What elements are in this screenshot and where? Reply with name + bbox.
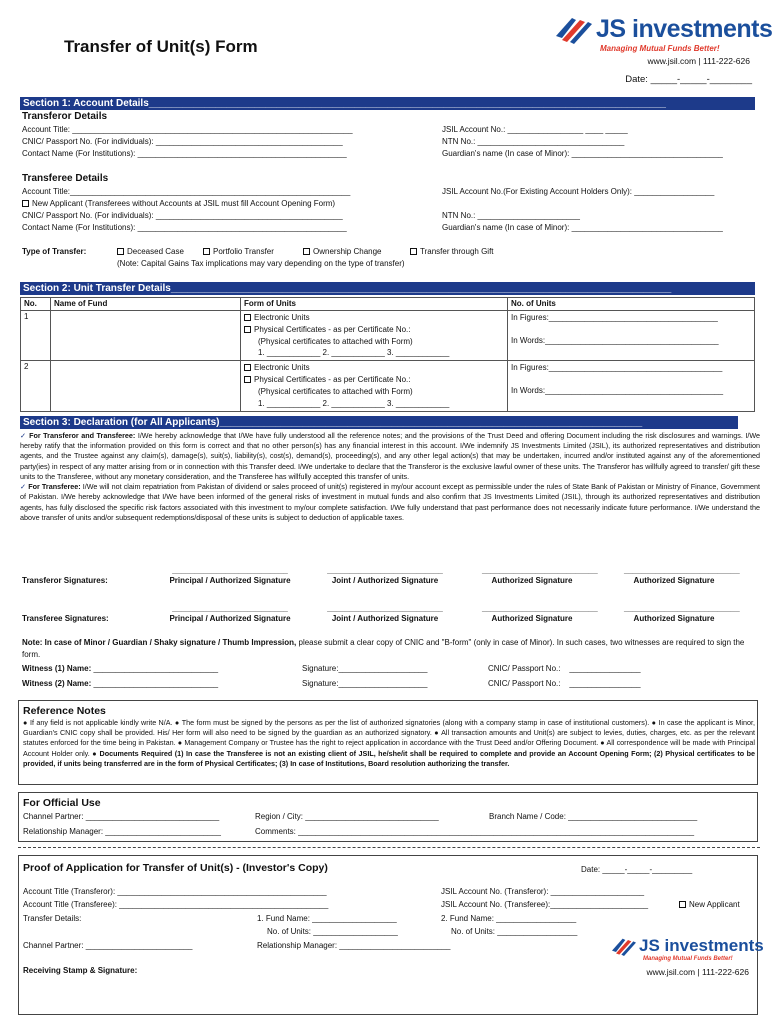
proof-of-application-box bbox=[18, 855, 764, 1015]
physical-option[interactable] bbox=[244, 374, 504, 386]
transferee-joint-signature[interactable] bbox=[318, 604, 452, 624]
sig-line: __________________________ bbox=[482, 604, 598, 613]
col-form: Form of Units bbox=[241, 298, 508, 311]
units-in-figures[interactable]: In Figures:______________________________________ bbox=[511, 313, 718, 322]
proof-jsil-transferor[interactable]: JSIL Account No. (Transferor): _____________________ bbox=[441, 887, 645, 896]
official-branch[interactable]: Branch Name / Code: _____________________________ bbox=[489, 812, 698, 821]
proof-account-transferee[interactable]: Account Title (Transferee): _______________________________________________ bbox=[23, 900, 329, 909]
checkmark-icon: ✓ bbox=[20, 482, 27, 492]
header-contact: www.jsil.com | 111-222-626 bbox=[647, 56, 750, 66]
new-applicant-checkbox[interactable] bbox=[22, 200, 29, 207]
type-ownership-option[interactable] bbox=[303, 247, 381, 257]
checkbox[interactable] bbox=[203, 248, 210, 255]
type-label: Transfer through Gift bbox=[420, 247, 494, 256]
fund-name-cell[interactable] bbox=[51, 361, 241, 411]
notes-documents: ● Documents Required (1) In case the Transferee is not an existing client of JSIL, he/she/it shall be required to complete and provide an Account Opening Form; (2) Physical certificates to be provided, if units being transferred are in the form of Physical Certificates; (3) In case of Institutions, Board resolution authorizing the transfer. bbox=[23, 748, 755, 768]
attach-note: (Physical certificates to attached with Form) bbox=[258, 386, 413, 396]
sig-line: __________________________ bbox=[327, 604, 443, 613]
sig-label: Principal / Authorized Signature bbox=[169, 576, 291, 585]
sig-label: Authorized Signature bbox=[633, 576, 715, 585]
attach-note: (Physical certificates to attached with Form) bbox=[258, 336, 413, 346]
cnic-line: ________________ bbox=[569, 679, 641, 688]
sig-line: __________________________ bbox=[327, 566, 443, 575]
checkmark-icon: ✓ bbox=[20, 431, 27, 440]
transferee-auth-signature-1[interactable] bbox=[482, 604, 598, 624]
js-logo-mark-icon bbox=[552, 14, 596, 44]
checkbox[interactable] bbox=[244, 326, 251, 333]
transferor-signatures-label: Transferor Signatures: bbox=[22, 576, 108, 585]
transferee-auth-signature-2[interactable] bbox=[624, 604, 740, 624]
witness2-cnic[interactable] bbox=[488, 679, 641, 689]
col-units: No. of Units bbox=[508, 298, 755, 311]
cut-line bbox=[18, 847, 760, 848]
units-in-words[interactable]: In Words:_______________________________________ bbox=[511, 335, 719, 345]
proof-jsil-transferee[interactable]: JSIL Account No. (Transferee):______________________ bbox=[441, 900, 649, 909]
sig-line: ____________________ bbox=[338, 664, 428, 673]
sig-line: __________________________ bbox=[172, 566, 288, 575]
transferor-auth-signature-1[interactable] bbox=[482, 566, 598, 586]
sig-label: Joint / Authorized Signature bbox=[331, 614, 439, 623]
official-use-title: For Official Use bbox=[23, 797, 101, 809]
official-region[interactable]: Region / City: ______________________________ bbox=[255, 812, 439, 821]
declaration-transferee bbox=[20, 482, 760, 523]
sig-label: Signature: bbox=[302, 664, 339, 673]
proof-units2[interactable]: No. of Units: __________________ bbox=[451, 927, 578, 936]
transferee-principal-signature[interactable] bbox=[160, 604, 300, 624]
transferee-signatures-label: Transferee Signatures: bbox=[22, 614, 109, 623]
cnic-line: ________________ bbox=[569, 664, 641, 673]
cnic-label: CNIC/ Passport No.: bbox=[488, 679, 561, 688]
table-row bbox=[21, 361, 755, 411]
sig-line: __________________________ bbox=[482, 566, 598, 575]
checkbox[interactable] bbox=[303, 248, 310, 255]
transferee-heading: Transferee Details bbox=[22, 173, 109, 184]
proof-receiving-stamp: Receiving Stamp & Signature: bbox=[23, 966, 138, 975]
checkbox[interactable] bbox=[410, 248, 417, 255]
official-use-box bbox=[18, 792, 758, 842]
transferee-ntn[interactable]: NTN No.: _______________________ bbox=[442, 211, 580, 220]
official-relationship-manager[interactable]: Relationship Manager: __________________________ bbox=[23, 827, 221, 836]
sig-label: Authorized Signature bbox=[633, 614, 715, 623]
row-no: 2 bbox=[21, 361, 51, 411]
proof-relationship-manager[interactable]: Relationship Manager: _________________________ bbox=[257, 941, 451, 950]
sig-line: __________________________ bbox=[624, 566, 740, 575]
witness2-name[interactable] bbox=[22, 679, 218, 689]
proof-account-transferor[interactable]: Account Title (Transferor): _______________________________________________ bbox=[23, 887, 327, 896]
note-body: please submit a clear copy of CNIC and "B-form" (only in case of Minor). In such cases, two witnesses are required to sign the form. bbox=[22, 638, 745, 659]
sig-label: Joint / Authorized Signature bbox=[331, 576, 439, 585]
checkbox[interactable] bbox=[244, 376, 251, 383]
witness1-cnic[interactable] bbox=[488, 664, 641, 674]
para-body: I/We will not claim repatriation from Pakistan of dividend or sales proceed of unit(s) registered in my/our account except as permissible under the rules of State Bank of Pakistan or Ministry of Finance, Government of Pakistan. I/We hereby acknowledge that I/We have been informed of the general risks of investment in mutual funds and also confirm that JS Investments Limited (JSIL), through its authorized representatives and distribution agents, has fully disclosed the specific risk factors associated with this investment to my/our complete satisfaction. I/We fully understand that past performance does not necessarily indicate future performance. I/We understand the above transfer of units and/or subsequent redemptions/disposal of these units is subject to deduction of applicable taxes. bbox=[20, 482, 761, 522]
js-logo-mark-icon bbox=[609, 936, 639, 956]
checkbox[interactable] bbox=[244, 314, 251, 321]
para-lead: For Transferor and Transferee: bbox=[29, 431, 136, 440]
proof-logo-text: JS investments bbox=[639, 936, 764, 955]
new-applicant-option[interactable] bbox=[22, 199, 335, 209]
reference-notes-box bbox=[18, 700, 758, 785]
notes-body: ● If any field is not applicable kindly write N/A. ● The form must be signed by the persons as per the list of authorized signatories (along with a company stamp in case of institutional customers). ● In case the applicant is Minor, Guardian's CNIC copy shall be provided. His/ Her form will also need to be signed by the guardian as an authorized signatory. ● All transaction amounts and Unit(s) are subject to levies, duties, charges, etc. as per the relevant statutes enforced for the time being in Pakistan. ● Management Company or Trustee has the right to reject application in accordance with the Trust Deed and/or Offering Document. ● All correspondence will be made with Principal Account Holder only. bbox=[23, 718, 755, 758]
witness1-signature[interactable] bbox=[302, 664, 427, 674]
col-fund: Name of Fund bbox=[51, 298, 241, 311]
witness-label: Witness (1) Name: bbox=[22, 664, 92, 673]
proof-transfer-details-label: Transfer Details: bbox=[23, 914, 82, 923]
official-channel-partner[interactable]: Channel Partner: ______________________________ bbox=[23, 812, 220, 821]
form-of-units-cell bbox=[241, 361, 508, 411]
transferor-contact-name[interactable]: Contact Name (For Institutions): _______________________________________________ bbox=[22, 149, 347, 158]
proof-channel-partner[interactable]: Channel Partner: ________________________ bbox=[23, 941, 193, 950]
type-of-transfer-label: Type of Transfer: bbox=[22, 247, 87, 256]
witness2-signature[interactable] bbox=[302, 679, 427, 689]
units-in-figures[interactable]: In Figures:_______________________________________ bbox=[511, 363, 723, 373]
witness-name-line: ____________________________ bbox=[93, 664, 219, 673]
row-no: 1 bbox=[21, 311, 51, 361]
transferor-auth-signature-2[interactable] bbox=[624, 566, 740, 586]
transferee-account-title[interactable]: Account Title:_______________________________________________________________ bbox=[22, 187, 351, 196]
units-cell bbox=[508, 361, 755, 411]
physical-option[interactable] bbox=[244, 324, 504, 336]
form-title: Transfer of Unit(s) Form bbox=[64, 37, 258, 56]
para-lead: For Transferee: bbox=[28, 482, 81, 492]
transferor-heading: Transferor Details bbox=[22, 111, 108, 122]
note-lead: Note: In case of Minor / Guardian / Shaky signature / Thumb Impression, bbox=[22, 638, 297, 647]
proof-contact: www.jsil.com | 111-222-626 bbox=[646, 967, 749, 977]
para-body: I/We hereby acknowledge that I/We have fully understood all the reference notes; and the provisions of the Trust Deed and offering Document including the risk disclosures and warnings. I/We hereby ratify that the information provided on this form is correct and that no other person(s) has any financial interest in this account. I/We indemnify JS Investments Limited (JSIL), its authorized representatives and distribution agents, and the Trustee against any claim(s), damage(s), suit(s), liability(s), cost(s), demand(s), proceeding(s), and any other legal action(s) that may be undertaken, incurred and/or instituted against any of the aforementioned party(ies) in respect of any matter arising from or in connection with this Transfer deed. I/We undertake to declare that the Transferor is the exclusive lawful owner of these units. The Transferor has willfully agreed to transfer/ gift these units to the Transferee, without any monetary consideration, and the Transferee has willfully accepted this transfer of units. bbox=[20, 431, 760, 481]
proof-title: Proof of Application for Transfer of Unit(s) - (Investor's Copy) bbox=[23, 862, 328, 874]
proof-fund1[interactable]: 1. Fund Name: ___________________ bbox=[257, 914, 397, 923]
cnic-label: CNIC/ Passport No.: bbox=[488, 664, 561, 673]
section3-bar: Section 3: Declaration (for All Applicants)____________________________________________________________________________ bbox=[20, 416, 738, 429]
proof-fund2[interactable]: 2. Fund Name: __________________ bbox=[441, 914, 577, 923]
official-comments[interactable]: Comments: _________________________________________________________________________________________ bbox=[255, 827, 695, 836]
transferor-account-title[interactable]: Account Title: _______________________________________________________________ bbox=[22, 125, 353, 134]
proof-logo-tagline: Managing Mutual Funds Better! bbox=[643, 956, 733, 962]
witness-label: Witness (2) Name: bbox=[22, 679, 92, 688]
sig-line: __________________________ bbox=[172, 604, 288, 613]
transferee-jsil-account[interactable]: JSIL Account No.(For Existing Account Holders Only): __________________ bbox=[442, 187, 715, 196]
type-label: Ownership Change bbox=[313, 247, 382, 256]
new-applicant-label: New Applicant bbox=[689, 900, 740, 909]
logo-tagline: Managing Mutual Funds Better! bbox=[600, 44, 720, 53]
section1-bar: Section 1: Account Details_____________________________________________________________________________________________ bbox=[20, 97, 755, 110]
declaration-text bbox=[20, 431, 760, 523]
certificate-numbers[interactable]: 1. ____________ 2. ____________ 3. ____________ bbox=[258, 348, 450, 358]
type-label: Deceased Case bbox=[127, 247, 184, 256]
type-deceased-option[interactable] bbox=[117, 247, 184, 257]
checkbox[interactable] bbox=[117, 248, 124, 255]
type-label: Portfolio Transfer bbox=[213, 247, 274, 256]
type-portfolio-option[interactable] bbox=[203, 247, 274, 257]
checkbox[interactable] bbox=[244, 364, 251, 371]
witness-name-line: ____________________________ bbox=[93, 679, 219, 688]
sig-line: ____________________ bbox=[338, 679, 428, 688]
unit-transfer-table bbox=[20, 297, 755, 412]
proof-date[interactable]: Date: _____-_____-_________ bbox=[581, 865, 693, 874]
units-cell bbox=[508, 311, 755, 361]
header-date-field[interactable]: Date: _____-_____-________ bbox=[625, 74, 752, 85]
reference-notes-title: Reference Notes bbox=[23, 705, 106, 717]
sig-line: __________________________ bbox=[624, 604, 740, 613]
form-of-units-cell bbox=[241, 311, 508, 361]
sig-label: Signature: bbox=[302, 679, 339, 688]
option-label: Electronic Units bbox=[254, 363, 310, 373]
proof-new-applicant[interactable] bbox=[679, 900, 740, 910]
option-label: Physical Certificates - as per Certificate No.: bbox=[254, 324, 411, 334]
minor-note bbox=[22, 637, 760, 660]
sig-label: Authorized Signature bbox=[491, 614, 573, 623]
transferee-guardian[interactable]: Guardian's name (In case of Minor): __________________________________ bbox=[442, 223, 723, 232]
units-in-words[interactable]: In Words:________________________________________ bbox=[511, 386, 724, 396]
new-applicant-label: New Applicant (Transferees without Accounts at JSIL must fill Account Opening Form) bbox=[32, 199, 336, 208]
transferor-ntn[interactable]: NTN No.: _________________________________ bbox=[442, 137, 625, 146]
witness1-name[interactable] bbox=[22, 664, 218, 674]
sig-label: Principal / Authorized Signature bbox=[169, 614, 291, 623]
option-label: Electronic Units bbox=[254, 313, 310, 322]
fund-name-cell[interactable] bbox=[51, 311, 241, 361]
transferor-principal-signature[interactable] bbox=[160, 566, 300, 586]
transferee-cnic[interactable]: CNIC/ Passport No. (For individuals): __________________________________________ bbox=[22, 211, 343, 220]
checkbox[interactable] bbox=[679, 901, 686, 908]
electronic-option[interactable] bbox=[244, 362, 504, 374]
type-note: (Note: Capital Gains Tax implications may vary depending on the type of transfer) bbox=[117, 259, 405, 268]
type-gift-option[interactable] bbox=[410, 247, 494, 257]
certificate-numbers[interactable]: 1. ____________ 2. ____________ 3. ____________ bbox=[258, 398, 450, 408]
proof-units1[interactable]: No. of Units: ___________________ bbox=[267, 927, 398, 936]
transferor-joint-signature[interactable] bbox=[318, 566, 452, 586]
option-label: Physical Certificates - as per Certificate No.: bbox=[254, 375, 411, 385]
transferor-cnic[interactable]: CNIC/ Passport No. (For individuals): __________________________________________ bbox=[22, 137, 343, 146]
transferor-guardian[interactable]: Guardian's name (In case of Minor): __________________________________ bbox=[442, 149, 723, 158]
electronic-option[interactable] bbox=[244, 312, 504, 324]
logo-text: JS investments bbox=[596, 15, 772, 43]
section2-bar: Section 2: Unit Transfer Details__________________________________________________________________________________________ bbox=[20, 282, 755, 295]
table-row bbox=[21, 311, 755, 361]
sig-label: Authorized Signature bbox=[491, 576, 573, 585]
transferor-jsil-account[interactable]: JSIL Account No.: _________________ ____ _____ bbox=[442, 125, 628, 134]
col-no: No. bbox=[21, 298, 51, 311]
reference-notes-text bbox=[23, 718, 755, 769]
declaration-transferor-transferee bbox=[20, 431, 760, 482]
transferee-contact-name[interactable]: Contact Name (For Institutions): _______________________________________________ bbox=[22, 223, 347, 232]
